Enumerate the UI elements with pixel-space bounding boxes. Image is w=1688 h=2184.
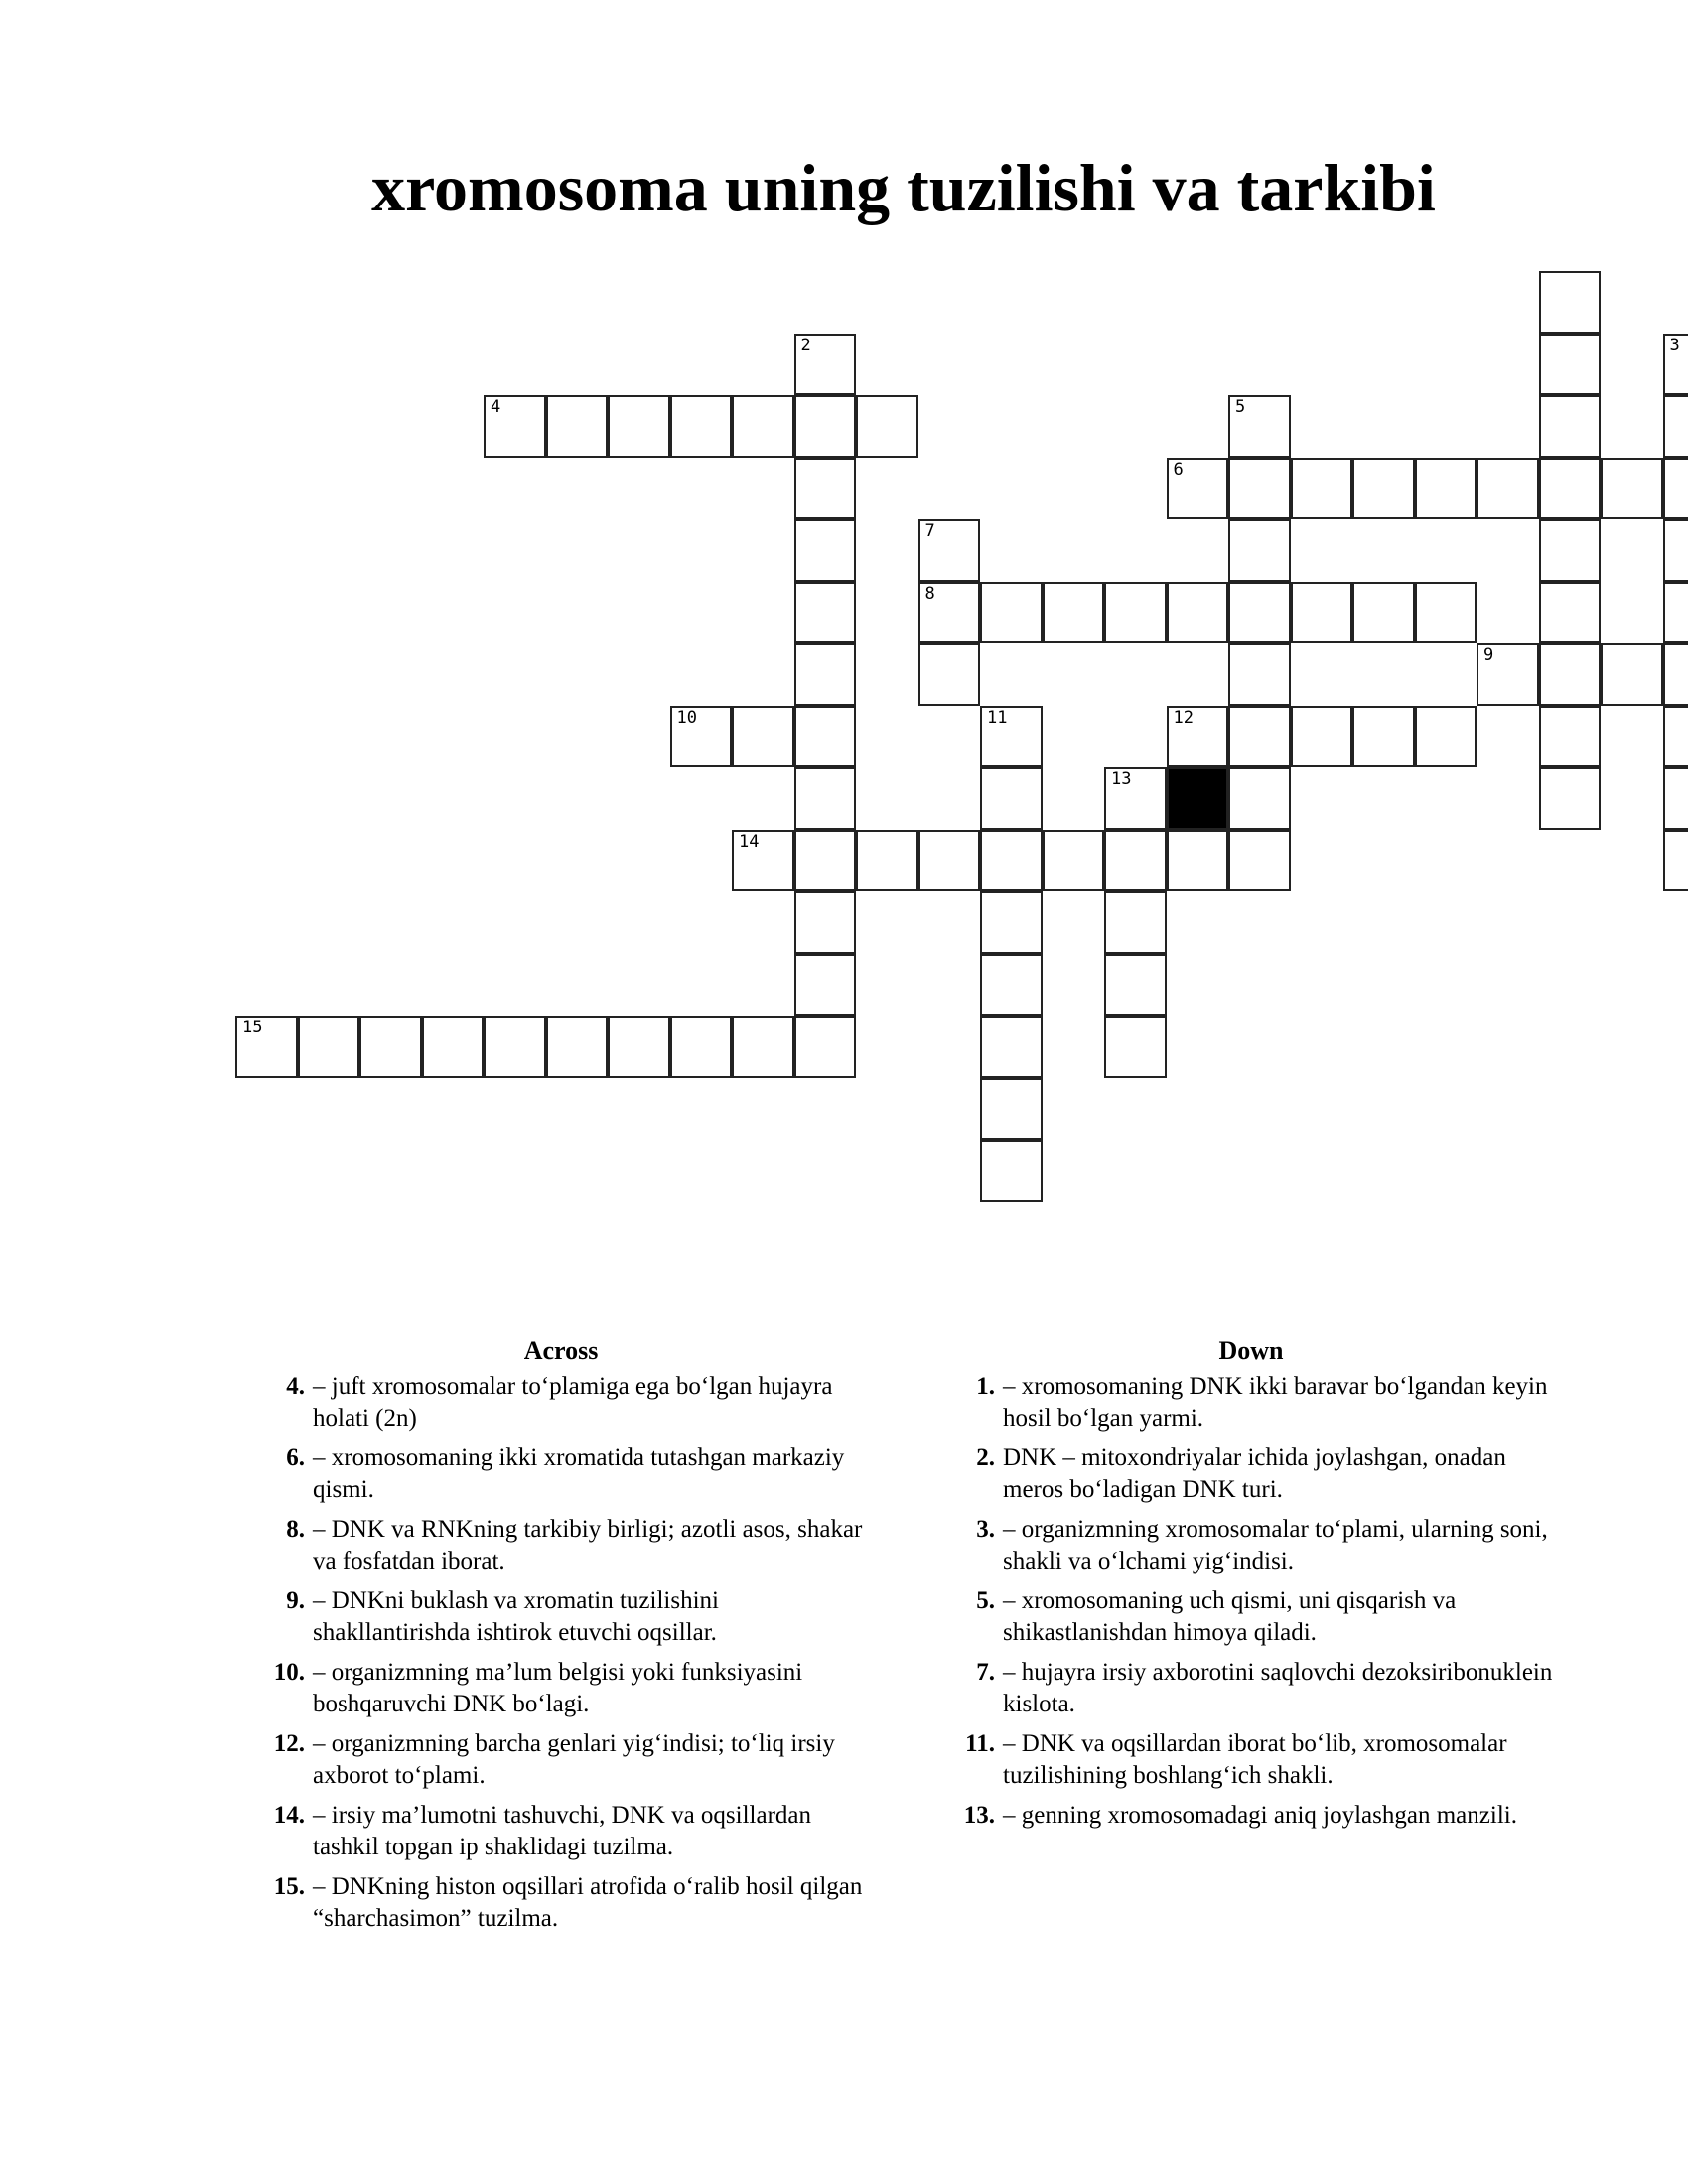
crossword-cell[interactable] xyxy=(1539,706,1602,768)
crossword-cell[interactable] xyxy=(732,395,794,458)
clue-number-label: 3 xyxy=(1669,335,1680,355)
crossword-cell[interactable] xyxy=(1291,458,1353,520)
crossword-cell[interactable] xyxy=(1663,334,1688,396)
crossword-cell[interactable] xyxy=(1228,395,1291,458)
crossword-cell[interactable] xyxy=(608,395,670,458)
across-clue xyxy=(243,1371,879,1434)
clue-number: 12. xyxy=(273,1730,305,1757)
crossword-cell[interactable] xyxy=(980,706,1043,768)
page-title: xromosoma uning tuzilishi va tarkibi xyxy=(371,150,1436,225)
crossword-cell[interactable] xyxy=(1167,706,1229,768)
crossword-cell[interactable] xyxy=(1539,519,1602,582)
down-clue-list xyxy=(933,1371,1569,1832)
clue-number-label: 4 xyxy=(491,397,501,417)
clue-number-label: 15 xyxy=(242,1018,263,1037)
crossword-cell[interactable] xyxy=(1663,395,1688,458)
crossword-cell[interactable] xyxy=(794,891,857,954)
crossword-cell[interactable] xyxy=(794,830,857,892)
crossword-cell[interactable] xyxy=(980,830,1043,892)
crossword-cell[interactable] xyxy=(918,643,981,706)
crossword-cell[interactable] xyxy=(1477,643,1539,706)
crossword-cell[interactable] xyxy=(422,1016,485,1078)
crossword-cell[interactable] xyxy=(484,395,546,458)
across-clue xyxy=(243,1871,879,1935)
clue-number-label: 6 xyxy=(1173,459,1184,479)
crossword-cell[interactable] xyxy=(670,1016,733,1078)
crossword-cell[interactable] xyxy=(732,706,794,768)
crossword-cell[interactable] xyxy=(918,582,981,644)
clue-number-label: 7 xyxy=(924,521,935,541)
crossword-cell[interactable] xyxy=(856,830,918,892)
crossword-cell[interactable] xyxy=(980,891,1043,954)
crossword-cell[interactable] xyxy=(359,1016,422,1078)
clue-number: 9. xyxy=(286,1587,305,1614)
across-clue xyxy=(243,1585,879,1649)
crossword-cell[interactable] xyxy=(794,1016,857,1078)
crossword-cell[interactable] xyxy=(1477,458,1539,520)
crossword-cell[interactable] xyxy=(1415,458,1477,520)
clue-text: – organizmning xromosomalar to‘plami, ularning soni, shakli va o‘lchami yig‘indisi. xyxy=(1003,1516,1548,1574)
down-clue xyxy=(933,1585,1569,1649)
crossword-cell[interactable] xyxy=(856,395,918,458)
clue-text: – organizmning ma’lum belgisi yoki funksiyasini boshqaruvchi DNK bo‘lagi. xyxy=(313,1659,803,1717)
crossword-cell[interactable] xyxy=(980,1140,1043,1202)
crossword-cell[interactable] xyxy=(608,1016,670,1078)
crossword-cell[interactable] xyxy=(732,830,794,892)
clue-number: 13. xyxy=(963,1802,995,1829)
clue-text: – juft xromosomalar to‘plamiga ega bo‘lgan hujayra holati (2n) xyxy=(313,1373,833,1432)
down-clue xyxy=(933,1728,1569,1792)
crossword-cell[interactable] xyxy=(1415,706,1477,768)
crossword-cell[interactable] xyxy=(918,830,981,892)
crossword-cell[interactable] xyxy=(484,1016,546,1078)
crossword-cell[interactable] xyxy=(1352,706,1415,768)
crossword-cell[interactable] xyxy=(670,706,733,768)
crossword-cell[interactable] xyxy=(1043,830,1105,892)
down-clue xyxy=(933,1442,1569,1506)
clue-number-label: 10 xyxy=(676,707,697,728)
crossword-cell[interactable] xyxy=(1663,830,1688,892)
crossword-cell[interactable] xyxy=(1291,582,1353,644)
crossword-cell[interactable] xyxy=(1228,830,1291,892)
clue-text: – xromosomaning DNK ikki baravar bo‘lgandan keyin hosil bo‘lgan yarmi. xyxy=(1003,1373,1548,1432)
crossword-cell[interactable] xyxy=(235,1016,298,1078)
clue-number: 2. xyxy=(976,1444,995,1471)
crossword-cell[interactable] xyxy=(794,458,857,520)
crossword-cell[interactable] xyxy=(794,767,857,830)
crossword-cell[interactable] xyxy=(1104,954,1167,1017)
crossword-cell[interactable] xyxy=(980,1078,1043,1141)
clue-number: 4. xyxy=(286,1373,305,1400)
crossword-cell[interactable] xyxy=(1228,706,1291,768)
clue-text: – DNKni buklash va xromatin tuzilishini shakllantirishda ishtirok etuvchi oqsillar. xyxy=(313,1587,719,1646)
across-clue-list xyxy=(243,1371,879,1935)
across-clue xyxy=(243,1514,879,1577)
crossword-cell[interactable] xyxy=(1167,830,1229,892)
crossword-cell[interactable] xyxy=(1352,458,1415,520)
crossword-cell[interactable] xyxy=(980,767,1043,830)
crossword-cell[interactable] xyxy=(1228,519,1291,582)
across-clue xyxy=(243,1657,879,1720)
crossword-cell[interactable] xyxy=(1663,643,1688,706)
crossword-cell[interactable] xyxy=(1539,395,1602,458)
crossword-cell[interactable] xyxy=(980,1016,1043,1078)
crossword-cell[interactable] xyxy=(1601,643,1663,706)
crossword-cell[interactable] xyxy=(1663,458,1688,520)
clue-number-label: 14 xyxy=(739,831,760,852)
crossword-cell[interactable] xyxy=(794,706,857,768)
clue-text: – genning xromosomadagi aniq joylashgan manzili. xyxy=(1003,1802,1517,1829)
clue-number: 14. xyxy=(273,1802,305,1829)
crossword-cell[interactable] xyxy=(1663,767,1688,830)
crossword-cell[interactable] xyxy=(1104,767,1167,830)
clue-number-label: 5 xyxy=(1235,397,1246,417)
clue-text: – DNKning histon oqsillari atrofida o‘ralib hosil qilgan “sharchasimon” tuzilma. xyxy=(313,1873,863,1932)
crossword-cell[interactable] xyxy=(1539,767,1602,830)
crossword-cell[interactable] xyxy=(1167,458,1229,520)
crossword-cell[interactable] xyxy=(1539,643,1602,706)
down-clue xyxy=(933,1514,1569,1577)
clue-text: – xromosomaning ikki xromatida tutashgan markaziy qismi. xyxy=(313,1444,845,1503)
clue-number-label: 2 xyxy=(800,335,811,355)
crossword-cell[interactable] xyxy=(1663,519,1688,582)
clue-text: – xromosomaning uch qismi, uni qisqarish va shikastlanishdan himoya qiladi. xyxy=(1003,1587,1457,1646)
crossword-cell[interactable] xyxy=(1228,458,1291,520)
crossword-cell[interactable] xyxy=(794,582,857,644)
crossword-black-cell xyxy=(1167,767,1229,830)
crossword-cell[interactable] xyxy=(732,1016,794,1078)
clue-number: 7. xyxy=(976,1659,995,1686)
crossword-cell[interactable] xyxy=(1104,1016,1167,1078)
crossword-cell[interactable] xyxy=(1539,271,1602,334)
crossword-cell[interactable] xyxy=(1228,767,1291,830)
clue-number-label: 13 xyxy=(1111,769,1132,789)
crossword-cell[interactable] xyxy=(670,395,733,458)
crossword-cell[interactable] xyxy=(794,334,857,396)
crossword-cell[interactable] xyxy=(1228,643,1291,706)
crossword-cell[interactable] xyxy=(794,395,857,458)
clue-number-label: 9 xyxy=(1483,645,1494,665)
down-clue xyxy=(933,1371,1569,1434)
across-heading: Across xyxy=(523,1336,599,1365)
clue-number-label: 8 xyxy=(924,583,935,604)
crossword-cell[interactable] xyxy=(794,519,857,582)
down-clue xyxy=(933,1800,1569,1832)
crossword-cell[interactable] xyxy=(1104,891,1167,954)
crossword-cell[interactable] xyxy=(1291,706,1353,768)
across-clue xyxy=(243,1800,879,1863)
clue-number: 1. xyxy=(976,1373,995,1400)
clue-number: 5. xyxy=(976,1587,995,1614)
clue-number: 15. xyxy=(273,1873,305,1900)
crossword-cell[interactable] xyxy=(1352,582,1415,644)
clue-number-label: 12 xyxy=(1173,707,1194,728)
crossword-cell[interactable] xyxy=(1104,830,1167,892)
clue-text: – hujayra irsiy axborotini saqlovchi dezoksiribonuklein kislota. xyxy=(1003,1659,1553,1717)
crossword-cell[interactable] xyxy=(794,954,857,1017)
clue-text: – DNK va RNKning tarkibiy birligi; azotli asos, shakar va fosfatdan iborat. xyxy=(313,1516,863,1574)
crossword-cell[interactable] xyxy=(1663,582,1688,644)
clue-number: 6. xyxy=(286,1444,305,1471)
crossword-cell[interactable] xyxy=(1539,582,1602,644)
across-clue xyxy=(243,1442,879,1506)
crossword-cell[interactable] xyxy=(546,395,609,458)
crossword-cell[interactable] xyxy=(1601,458,1663,520)
crossword-cell[interactable] xyxy=(1663,706,1688,768)
down-clue xyxy=(933,1657,1569,1720)
crossword-cell[interactable] xyxy=(546,1016,609,1078)
clue-text: – irsiy ma’lumotni tashuvchi, DNK va oqsillardan tashkil topgan ip shaklidagi tuzilma. xyxy=(313,1802,812,1860)
crossword-cell[interactable] xyxy=(1104,582,1167,644)
clue-number-label: 11 xyxy=(987,707,1008,728)
clue-number: 8. xyxy=(286,1516,305,1543)
crossword-cell[interactable] xyxy=(1043,582,1105,644)
clue-text: – organizmning barcha genlari yig‘indisi; to‘liq irsiy axborot to‘plami. xyxy=(313,1730,835,1789)
clue-number: 11. xyxy=(965,1730,995,1757)
clue-text: DNK – mitoxondriyalar ichida joylashgan, onadan meros bo‘ladigan DNK turi. xyxy=(1003,1444,1506,1503)
crossword-cell[interactable] xyxy=(1539,458,1602,520)
across-clue xyxy=(243,1728,879,1792)
down-heading: Down xyxy=(1218,1336,1284,1365)
down-clues xyxy=(933,1335,1569,1840)
crossword-cell[interactable] xyxy=(980,582,1043,644)
crossword-cell[interactable] xyxy=(298,1016,360,1078)
clue-text: – DNK va oqsillardan iborat bo‘lib, xromosomalar tuzilishining boshlang‘ich shakli. xyxy=(1003,1730,1507,1789)
crossword-cell[interactable] xyxy=(1167,582,1229,644)
crossword-cell[interactable] xyxy=(918,519,981,582)
across-clues xyxy=(243,1335,879,1943)
crossword-cell[interactable] xyxy=(980,954,1043,1017)
crossword-cell[interactable] xyxy=(1415,582,1477,644)
clue-number: 10. xyxy=(273,1659,305,1686)
crossword-cell[interactable] xyxy=(1539,334,1602,396)
crossword-cell[interactable] xyxy=(1228,582,1291,644)
crossword-cell[interactable] xyxy=(794,643,857,706)
clue-number: 3. xyxy=(976,1516,995,1543)
